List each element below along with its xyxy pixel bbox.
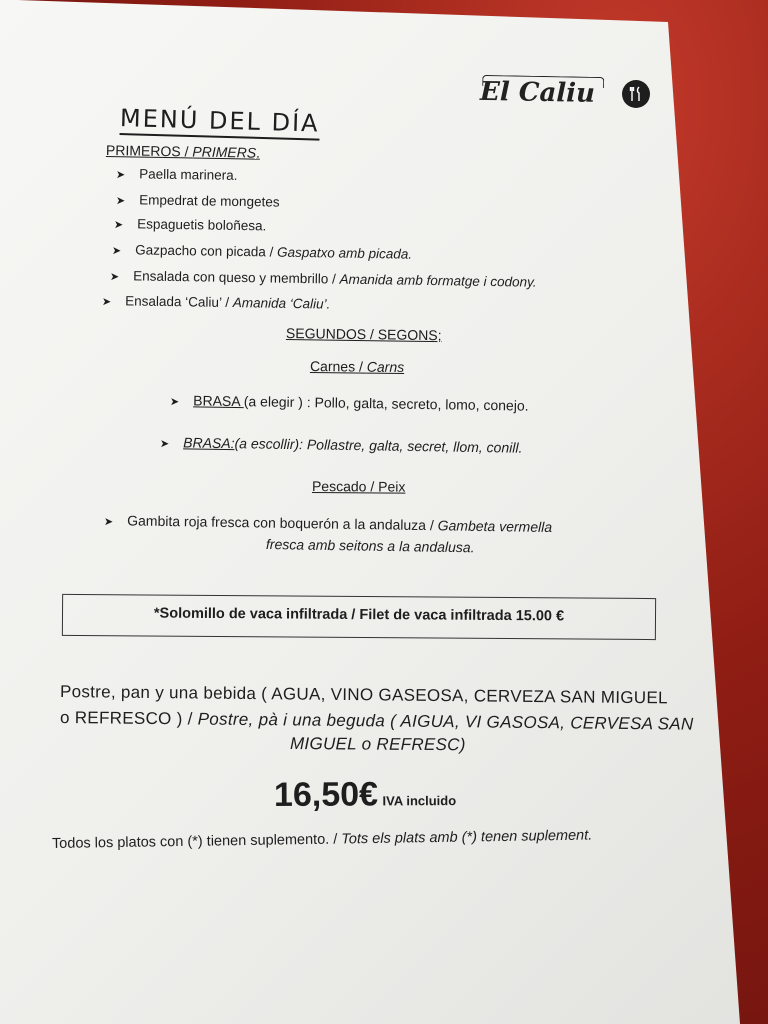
logo-text: El Caliu [479, 76, 596, 109]
arrow-bullet-icon: ➤ [115, 169, 126, 182]
footnote-ca: Tots els plats amb (*) tenen suplement. [341, 827, 593, 848]
price-amount: 16,50€ [273, 775, 379, 814]
primeros-heading [106, 142, 260, 161]
list-item [116, 166, 238, 183]
special-offer-text: *Solomillo de vaca infiltrada / Filet de vaca infiltrada 15.00 € [153, 605, 565, 625]
primeros-heading-end: . [255, 144, 261, 161]
brasa-ca-text: (a escollir): Pollastre, galta, secret, llom, conill. [234, 435, 523, 456]
item-text-es: Gazpacho con picada / [135, 242, 278, 260]
arrow-bullet-icon: ➤ [103, 516, 114, 529]
price-note: IVA incluido [382, 793, 457, 809]
segundos-heading: SEGUNDOS / SEGONS; [285, 325, 442, 344]
includes-line-2-es: o REFRESCO ) / [59, 708, 198, 729]
item-text: Empedrat de mongetes [139, 192, 280, 210]
page-title: MENÚ DEL DÍA [119, 104, 320, 138]
list-item [116, 192, 280, 210]
brasa-es-label: BRASA [193, 392, 244, 410]
arrow-bullet-icon: ➤ [159, 438, 170, 451]
fork-knife-icon [622, 80, 650, 108]
special-offer-box [62, 594, 656, 640]
pescado-heading: Pescado / Peix [311, 478, 406, 495]
arrow-bullet-icon: ➤ [101, 296, 112, 309]
item-text-ca: Amanida amb formatge i codony. [339, 271, 537, 290]
carnes-heading [310, 358, 404, 375]
brasa-es-text: (a elegir ) : Pollo, galta, secreto, lomo, conejo. [243, 393, 529, 414]
list-item [114, 216, 267, 233]
pescado-text-es: Gambita roja fresca con boquerón a la andaluza / [127, 512, 438, 534]
pescado-line-2: fresca amb seitons a la andalusa. [265, 536, 475, 556]
item-text-es: Ensalada ‘Caliu’ / [125, 293, 233, 311]
includes-line-3: MIGUEL o REFRESC) [289, 734, 466, 755]
arrow-bullet-icon: ➤ [109, 271, 120, 284]
item-text-ca: Gaspatxo amb picada. [276, 244, 413, 262]
carnes-heading-ca: Carns [366, 358, 405, 375]
footnote-es: Todos los platos con (*) tienen suplemento. / [51, 831, 342, 852]
item-text: Paella marinera. [139, 166, 238, 183]
item-text-es: Ensalada con queso y membrillo / [133, 268, 340, 287]
includes-line-1: Postre, pan y una bebida ( AGUA, VINO GASEOSA, CERVEZA SAN MIGUEL [59, 682, 668, 708]
brasa-ca-label: BRASA: [183, 434, 235, 452]
pescado-text-ca-1: Gambeta vermella [437, 517, 553, 536]
primeros-heading-ca: PRIMERS [192, 143, 257, 161]
primeros-heading-es: PRIMEROS [105, 142, 181, 160]
arrow-bullet-icon: ➤ [113, 219, 124, 232]
arrow-bullet-icon: ➤ [115, 195, 126, 208]
carnes-heading-sep: / [355, 358, 367, 375]
item-text-ca: Amanida ‘Caliu’. [232, 295, 331, 312]
price [274, 775, 456, 815]
carnes-heading-es: Carnes [309, 358, 356, 375]
includes-line-2-ca: Postre, pà i una beguda ( AIGUA, VI GASOSA, CERVESA SAN [197, 709, 694, 734]
arrow-bullet-icon: ➤ [169, 396, 180, 409]
primeros-heading-sep: / [180, 143, 193, 160]
restaurant-logo [480, 71, 611, 119]
arrow-bullet-icon: ➤ [111, 245, 122, 258]
item-text: Espaguetis boloñesa. [137, 216, 267, 234]
